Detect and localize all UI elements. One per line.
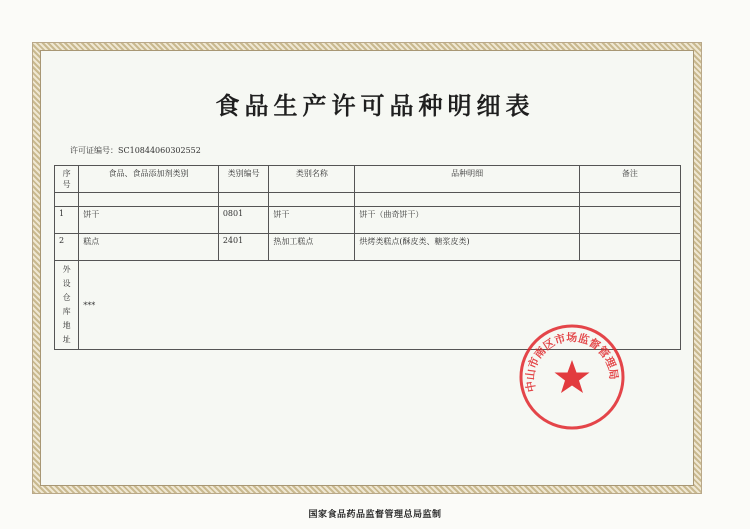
cell-note	[579, 234, 680, 261]
header-category: 食品、食品添加剂类别	[79, 166, 219, 193]
document-title: 食品生产许可品种明细表	[215, 91, 535, 120]
cell-category: 糕点	[79, 234, 219, 261]
star-icon	[555, 360, 590, 393]
seal-text: 中山市南区市场监督管理局	[523, 331, 621, 394]
cell-serial: 2	[55, 234, 79, 261]
header-detail: 品种明细	[355, 166, 580, 193]
permit-number-value: SC10844060302552	[118, 146, 201, 155]
address-label-line: 仓库	[62, 293, 71, 316]
cell-name: 饼干	[269, 207, 355, 234]
cell-detail: 烘烤类糕点(酥皮类、糖浆皮类)	[355, 234, 580, 261]
address-value: ***	[79, 261, 681, 350]
official-seal	[517, 322, 627, 432]
header-serial: 序号	[55, 166, 79, 193]
cell-detail: 饼干（曲奇饼干）	[355, 207, 580, 234]
header-name: 类别名称	[269, 166, 355, 193]
cell-name: 热加工糕点	[269, 234, 355, 261]
header-note: 备注	[579, 166, 680, 193]
table-header-row	[55, 166, 681, 193]
footer-issuer: 国家食品药品监督管理总局监制	[308, 510, 442, 520]
address-label-line: 地址	[62, 321, 71, 344]
permit-number-label: 许可证编号：	[70, 146, 118, 155]
cell-category: 饼干	[79, 207, 219, 234]
cell-code: 0801	[218, 207, 269, 234]
permit-number-line	[70, 145, 201, 156]
cell-note	[579, 207, 680, 234]
cell-serial: 1	[55, 207, 79, 234]
address-label-line: 外设	[62, 265, 71, 288]
table-spacer-row	[55, 193, 681, 207]
cell-code: 2401	[218, 234, 269, 261]
header-code: 类别编号	[218, 166, 269, 193]
address-label	[55, 261, 79, 350]
table-row	[55, 234, 681, 261]
table-row	[55, 207, 681, 234]
